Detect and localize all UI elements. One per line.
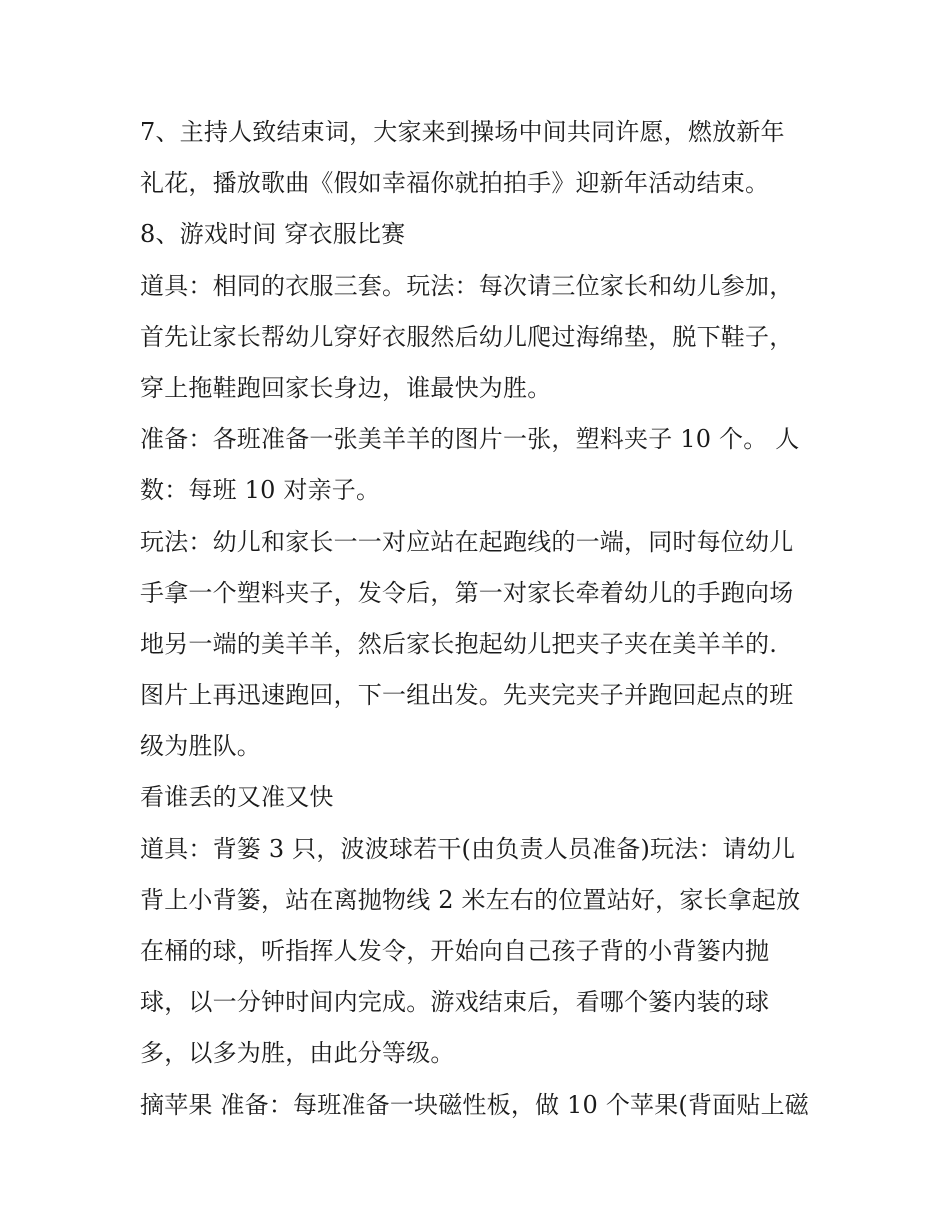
- text-line: 首先让家长帮幼儿穿好衣服然后幼儿爬过海绵垫，脱下鞋子，: [140, 322, 794, 351]
- text-line: 背上小背篓，站在离抛物线 2 米左右的位置站好，家长拿起放: [140, 885, 801, 914]
- text-line: 礼花，播放歌曲《假如幸福你就拍拍手》迎新年活动结束。: [140, 169, 770, 198]
- text-line: 准备：各班准备一张美羊羊的图片一张，塑料夹子 10 个。 人: [140, 425, 800, 454]
- section-heading: 看谁丢的又准又快: [140, 783, 334, 812]
- text-line: 在桶的球，听指挥人发令，开始向自己孩子背的小背篓内抛: [140, 937, 770, 965]
- text-line: 穿上拖鞋跑回家长身边，谁最快为胜。: [140, 373, 552, 402]
- text-line: 级为胜队。: [140, 732, 261, 761]
- text-line: 多，以多为胜，由此分等级。: [140, 1039, 455, 1068]
- text-line: 球，以一分钟时间内完成。游戏结束后，看哪个篓内装的球: [140, 988, 770, 1017]
- document-body: [140, 107, 830, 1131]
- text-line: 道具：相同的衣服三套。玩法：每次请三位家长和幼儿参加，: [140, 271, 794, 300]
- text-line: 玩法：幼儿和家长一一对应站在起跑线的一端，同时每位幼儿: [140, 527, 794, 556]
- text-line: 数：每班 10 对亲子。: [140, 476, 381, 505]
- text-line: 摘苹果 准备：每班准备一块磁性板，做 10 个苹果(背面贴上磁: [140, 1090, 809, 1119]
- text-line: 地另一端的美羊羊，然后家长抱起幼儿把夹子夹在美羊羊的.: [140, 629, 778, 658]
- text-line: 图片上再迅速跑回，下一组出发。先夹完夹子并跑回起点的班: [140, 681, 794, 710]
- text-line: 道具：背篓 3 只，波波球若干(由负责人员准备)玩法：请幼儿: [140, 834, 796, 863]
- text-line: 7、主持人致结束词，大家来到操场中间共同许愿，燃放新年: [140, 118, 785, 146]
- text-line: 手拿一个塑料夹子，发令后，第一对家长牵着幼儿的手跑向场: [140, 578, 794, 607]
- section-heading: 8、游戏时间 穿衣服比赛: [140, 220, 406, 249]
